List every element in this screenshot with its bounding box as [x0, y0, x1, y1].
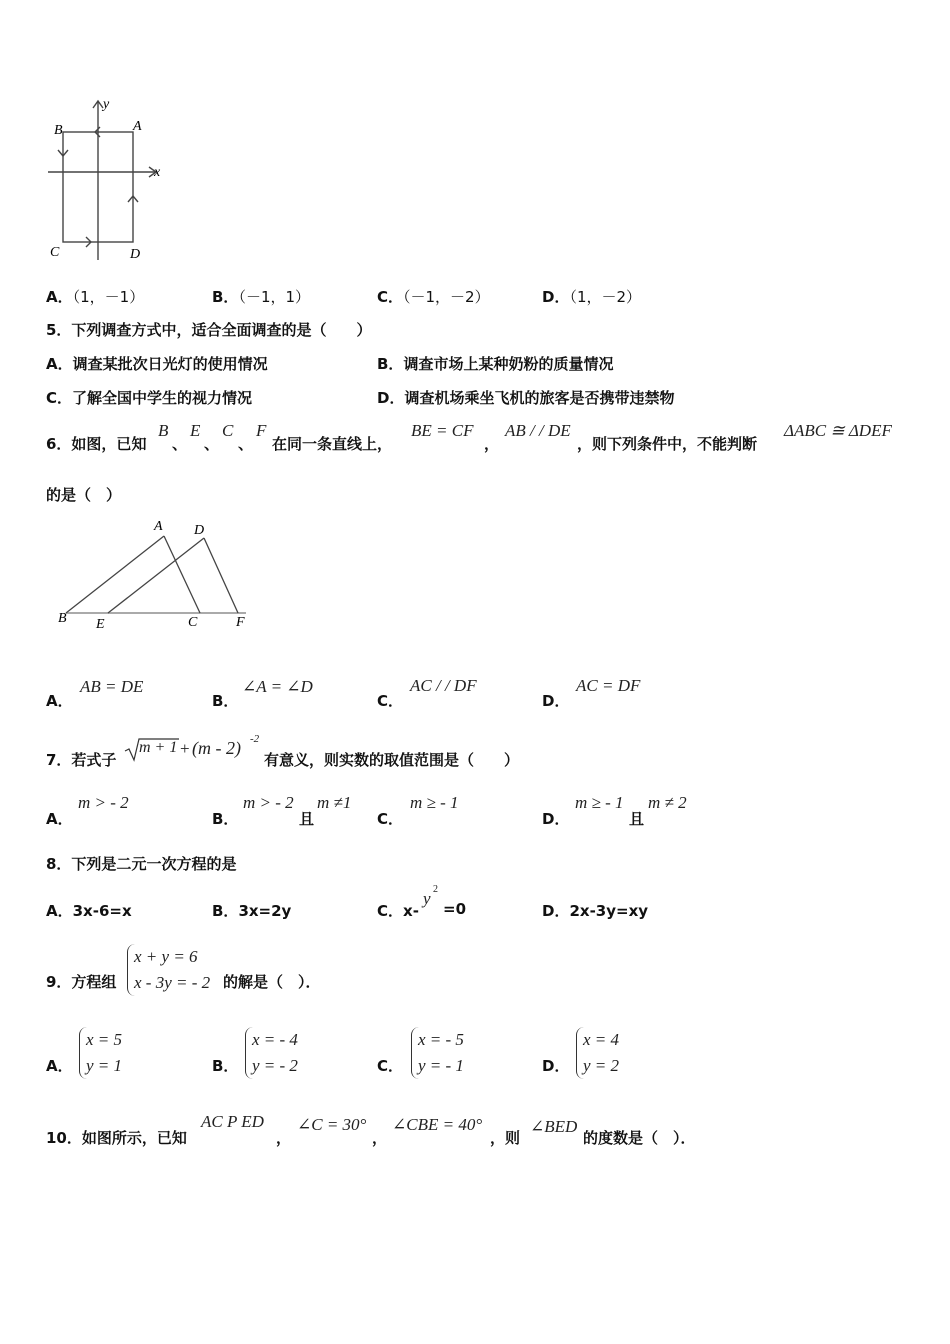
q8-stem: 8．下列是二元一次方程的是	[46, 855, 237, 873]
q9-suffix: 的解是（ ）．	[223, 973, 321, 991]
q6-point-b: B	[158, 421, 169, 440]
q7-option-b-conj: 且	[299, 810, 315, 828]
q10-comma2: ，	[372, 1129, 388, 1147]
q9-eq2: x - 3y = - 2	[134, 973, 211, 992]
q7-exponent: -2	[250, 733, 260, 745]
q9-option-c-system: x = - 5 y = - 1	[411, 1027, 464, 1079]
q9-system	[127, 944, 210, 996]
q9-option-c-letter: C．	[377, 1057, 404, 1075]
fig1-label-a: A	[133, 119, 142, 134]
q7-option-b-expr2: m ≠1	[317, 793, 352, 812]
q7-option-d-expr: m ≥ - 1	[575, 793, 624, 812]
q9-option-a-system: x = 5 y = 1	[79, 1027, 122, 1079]
fig2-label-f: F	[236, 615, 245, 630]
q6-point-e: E	[190, 421, 201, 440]
q10-comma1: ，	[276, 1129, 292, 1147]
q4-option-c: C．（－1，－2）	[377, 288, 490, 306]
q8-option-c-sup: 2	[433, 884, 438, 895]
q7-option-b-expr: m > - 2	[243, 793, 294, 812]
q10-suffix: 的度数是（ ）．	[583, 1129, 696, 1147]
q6-suffix: ，则下列条件中，不能判断	[577, 435, 758, 453]
triangles-figure	[56, 518, 256, 633]
q6-option-b-expr: ∠A = ∠D	[242, 677, 313, 696]
q4-option-d: D．（1，－2）	[542, 288, 642, 306]
q7-option-c-letter: C．	[377, 810, 404, 828]
q6-point-c: C	[222, 421, 234, 440]
q6-point-f: F	[256, 421, 267, 440]
q8-option-c-text: C．x-	[377, 902, 419, 920]
fig1-label-b: B	[54, 123, 63, 138]
q7-plus: +	[180, 739, 190, 758]
q6-prefix: 6．如图，已知	[46, 435, 147, 453]
q9-eq1: x + y = 6	[134, 947, 198, 966]
q9-option-d-letter: D．	[542, 1057, 570, 1075]
fig1-label-y: y	[103, 97, 110, 112]
fig1-label-d: D	[130, 247, 141, 262]
q6-sep1: 、	[172, 435, 188, 453]
q7-option-a-expr: m > - 2	[78, 793, 129, 812]
q7-option-d-conj: 且	[629, 810, 645, 828]
q7-option-a-letter: A．	[46, 810, 73, 828]
q5-stem: 5．下列调查方式中，适合全面调查的是（ ）	[46, 321, 372, 339]
fig1-label-x: x	[154, 165, 161, 180]
q10-cond3: ∠CBE = 40°	[392, 1115, 483, 1134]
q6-sep3: 、	[238, 435, 254, 453]
q7-radical-content: m + 1	[139, 739, 178, 756]
q7-option-d-expr2: m ≠ 2	[648, 793, 687, 812]
q4-option-a: A．（1，－1）	[46, 288, 145, 306]
fig2-label-e: E	[96, 617, 105, 632]
q6-line2: 的是（ ）	[46, 486, 122, 504]
q6-mid-text: 在同一条直线上，	[272, 435, 393, 453]
q8-option-a: A．3x-6=x	[46, 902, 132, 920]
q6-option-c-expr: AC / / DF	[410, 676, 477, 695]
q9-prefix: 9．方程组	[46, 973, 117, 991]
q6-comma1: ，	[484, 435, 500, 453]
q5-option-b: B．调查市场上某种奶粉的质量情况	[377, 355, 614, 373]
q10-prefix: 10．如图所示，已知	[46, 1129, 187, 1147]
q7-suffix: 有意义，则实数的取值范围是（ ）	[264, 751, 520, 769]
fig2-label-d: D	[194, 523, 205, 538]
fig1-label-c: C	[50, 245, 60, 260]
q9-option-b-letter: B．	[212, 1057, 239, 1075]
q8-option-c-text2: =0	[443, 900, 467, 918]
q6-cond1: BE = CF	[411, 421, 474, 440]
q5-option-c: C．了解全国中学生的视力情况	[46, 389, 253, 407]
q9-option-d-system: x = 4 y = 2	[576, 1027, 619, 1079]
q7-option-b-letter: B．	[212, 810, 239, 828]
q5-option-a: A．调查某批次日光灯的使用情况	[46, 355, 268, 373]
q8-option-c-var: y	[423, 889, 431, 908]
fig2-label-c: C	[188, 615, 198, 630]
q6-option-d-letter: D．	[542, 692, 570, 710]
q6-congruence: ΔABC ≅ ΔDEF	[784, 421, 892, 440]
q7-option-c-expr: m ≥ - 1	[410, 793, 459, 812]
q10-mid: ，则	[490, 1129, 521, 1147]
q7-option-d-letter: D．	[542, 810, 570, 828]
q9-option-b-system: x = - 4 y = - 2	[245, 1027, 298, 1079]
q6-option-d-expr: AC = DF	[576, 676, 641, 695]
q9-option-a-letter: A．	[46, 1057, 73, 1075]
fig2-label-b: B	[58, 611, 67, 626]
q8-option-b: B．3x=2y	[212, 902, 292, 920]
q6-option-b-letter: B．	[212, 692, 239, 710]
q6-sep2: 、	[204, 435, 220, 453]
q7-prefix: 7．若式子	[46, 751, 117, 769]
q7-paren-expr: (m - 2)	[192, 738, 241, 758]
fig2-label-a: A	[154, 519, 163, 534]
q6-cond2: AB / / DE	[505, 421, 571, 440]
q6-option-a-letter: A．	[46, 692, 73, 710]
q5-option-d: D．调查机场乘坐飞机的旅客是否携带违禁物	[377, 389, 675, 407]
q10-cond2: ∠C = 30°	[297, 1115, 367, 1134]
q6-option-c-letter: C．	[377, 692, 404, 710]
coordinate-figure	[42, 96, 172, 266]
q10-cond1: AC P ED	[201, 1112, 264, 1131]
q6-option-a-expr: AB = DE	[80, 677, 144, 696]
q4-option-b: B．（－1，1）	[212, 288, 311, 306]
q8-option-d: D．2x-3y=xy	[542, 902, 649, 920]
q10-cond4: ∠BED	[530, 1117, 578, 1136]
